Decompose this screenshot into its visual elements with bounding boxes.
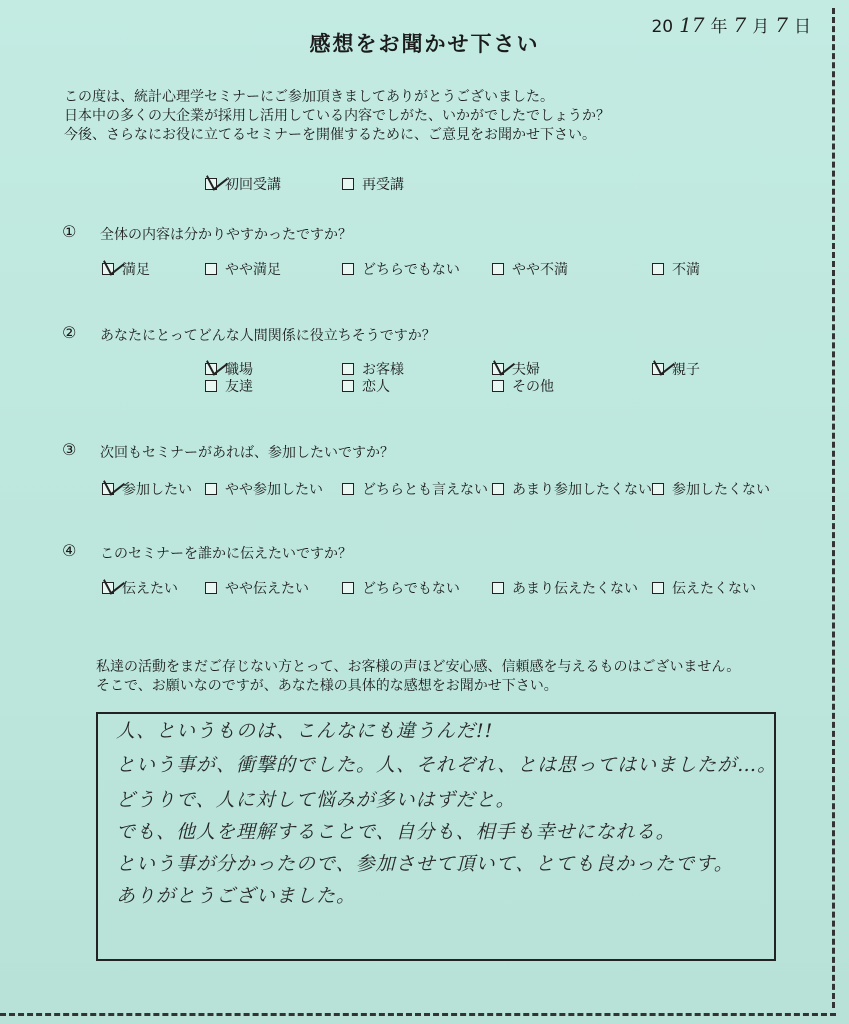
date-day: 7 bbox=[775, 13, 788, 37]
q3-option-3[interactable] bbox=[342, 479, 488, 499]
checkbox[interactable] bbox=[342, 363, 354, 375]
q2-option-5[interactable] bbox=[205, 376, 253, 396]
q4-option-1[interactable] bbox=[102, 578, 178, 598]
checkbox[interactable] bbox=[205, 380, 217, 392]
date-month-unit: 月 bbox=[752, 17, 770, 37]
option-label: どちらでもない bbox=[362, 581, 460, 597]
checkbox-checked[interactable] bbox=[652, 363, 664, 375]
option-label: あまり伝えたくない bbox=[512, 581, 638, 597]
question-4-number: ④ bbox=[62, 541, 77, 560]
checkbox[interactable] bbox=[492, 263, 504, 275]
option-label: 伝えたくない bbox=[672, 581, 756, 597]
q1-option-2[interactable] bbox=[205, 259, 281, 279]
checkbox[interactable] bbox=[652, 263, 664, 275]
option-label: どちらでもない bbox=[362, 262, 460, 278]
checkbox[interactable] bbox=[492, 582, 504, 594]
attendance-repeat-option[interactable] bbox=[342, 174, 404, 194]
q3-option-5[interactable] bbox=[652, 479, 770, 499]
date-day-unit: 日 bbox=[794, 17, 811, 37]
checkbox-checked[interactable] bbox=[102, 263, 114, 275]
q3-option-4[interactable] bbox=[492, 479, 652, 499]
date-month: 7 bbox=[733, 13, 747, 37]
question-1-number: ① bbox=[62, 222, 77, 241]
intro-text bbox=[64, 88, 610, 145]
question-3-number: ③ bbox=[62, 440, 77, 459]
checkbox[interactable] bbox=[205, 263, 217, 275]
q1-option-3[interactable] bbox=[342, 259, 460, 279]
q1-option-5[interactable] bbox=[652, 259, 700, 279]
handwritten-line: でも、他人を理解することで、自分も、相手も幸せになれる。 bbox=[116, 821, 676, 843]
closing-line: 私達の活動をまだご存じない方とって、お客様の声ほど安心感、信頼感を与えるものはございません。 bbox=[96, 659, 741, 675]
checkbox[interactable] bbox=[342, 263, 354, 275]
checkbox[interactable] bbox=[342, 582, 354, 594]
handwritten-line: どうりで、人に対して悩みが多いはずだと。 bbox=[116, 789, 516, 811]
option-label: 友達 bbox=[225, 379, 253, 395]
checkbox[interactable] bbox=[492, 380, 504, 392]
checkbox-checked[interactable] bbox=[205, 178, 217, 190]
attendance-first-option[interactable] bbox=[205, 174, 281, 194]
q2-option-7[interactable] bbox=[492, 376, 554, 396]
option-label: 職場 bbox=[225, 362, 253, 378]
option-label: 伝えたい bbox=[122, 581, 178, 597]
intro-line: 今後、さらなにお役に立てるセミナーを開催するために、ご意見をお聞かせ下さい。 bbox=[64, 127, 596, 143]
checkbox-checked[interactable] bbox=[102, 582, 114, 594]
checkbox[interactable] bbox=[652, 483, 664, 495]
option-label: 親子 bbox=[672, 362, 700, 378]
intro-line: 日本中の多くの大企業が採用し活用している内容でしがた、いかがでしたでしょうか？ bbox=[64, 108, 610, 124]
q1-option-4[interactable] bbox=[492, 259, 568, 279]
page-title: 感想をお聞かせ下さい bbox=[309, 32, 540, 56]
handwritten-line: ありがとうございました。 bbox=[116, 885, 357, 907]
option-label: やや伝えたい bbox=[225, 581, 309, 597]
closing-line: そこで、お願いなのですが、あなた様の具体的な感想をお聞かせ下さい。 bbox=[96, 678, 558, 694]
option-label: その他 bbox=[512, 379, 554, 395]
question-4-text: このセミナーを誰かに伝えたいですか？ bbox=[100, 546, 352, 562]
option-label: あまり参加したくない bbox=[512, 482, 652, 498]
option-label: 参加したくない bbox=[672, 482, 770, 498]
option-label: 参加したい bbox=[122, 482, 192, 498]
option-label: 初回受講 bbox=[225, 177, 281, 193]
option-label: やや不満 bbox=[512, 262, 568, 278]
option-label: お客様 bbox=[362, 362, 404, 378]
fold-line-bottom bbox=[0, 1013, 836, 1016]
q4-option-4[interactable] bbox=[492, 578, 638, 598]
checkbox[interactable] bbox=[652, 582, 664, 594]
handwritten-line: という事が分かったので、参加させて頂いて、とても良かったです。 bbox=[116, 853, 734, 875]
checkbox-checked[interactable] bbox=[492, 363, 504, 375]
q3-option-1[interactable] bbox=[102, 479, 192, 499]
q3-option-2[interactable] bbox=[205, 479, 323, 499]
checkbox[interactable] bbox=[492, 483, 504, 495]
q4-option-3[interactable] bbox=[342, 578, 460, 598]
q4-option-5[interactable] bbox=[652, 578, 756, 598]
checkbox[interactable] bbox=[205, 483, 217, 495]
option-label: 夫婦 bbox=[512, 362, 540, 378]
checkbox[interactable] bbox=[342, 178, 354, 190]
q4-option-2[interactable] bbox=[205, 578, 309, 598]
option-label: どちらとも言えない bbox=[362, 482, 488, 498]
date-year-hand: 17 bbox=[679, 13, 705, 37]
question-2-number: ② bbox=[62, 323, 77, 342]
checkbox[interactable] bbox=[342, 483, 354, 495]
question-1-text: 全体の内容は分かりやすかったですか？ bbox=[100, 227, 352, 243]
option-label: 再受講 bbox=[362, 177, 404, 193]
question-2-text: あなたにとってどんな人間関係に役立ちそうですか？ bbox=[100, 328, 436, 344]
checkbox[interactable] bbox=[205, 582, 217, 594]
question-3-text: 次回もセミナーがあれば、参加したいですか？ bbox=[100, 445, 394, 461]
option-label: 満足 bbox=[122, 262, 150, 278]
date-year-prefix: 20 bbox=[651, 17, 674, 37]
option-label: 不満 bbox=[672, 262, 700, 278]
closing-text bbox=[96, 658, 740, 696]
handwritten-line: という事が、衝撃的でした。人、それぞれ、とは思ってはいましたが…。 bbox=[116, 754, 778, 776]
q2-option-4[interactable] bbox=[652, 359, 700, 379]
checkbox[interactable] bbox=[342, 380, 354, 392]
intro-line: この度は、統計心理学セミナーにご参加頂きましてありがとうございました。 bbox=[64, 89, 554, 105]
option-label: 恋人 bbox=[362, 379, 390, 395]
checkbox-checked[interactable] bbox=[102, 483, 114, 495]
q1-option-1[interactable] bbox=[102, 259, 150, 279]
option-label: やや参加したい bbox=[225, 482, 323, 498]
handwritten-line: 人、というものは、こんなにも違うんだ!! bbox=[116, 720, 494, 742]
fold-line-right bbox=[832, 8, 835, 1008]
checkbox-checked[interactable] bbox=[205, 363, 217, 375]
option-label: やや満足 bbox=[225, 262, 281, 278]
q2-option-6[interactable] bbox=[342, 376, 390, 396]
date-year-unit: 年 bbox=[710, 17, 728, 37]
